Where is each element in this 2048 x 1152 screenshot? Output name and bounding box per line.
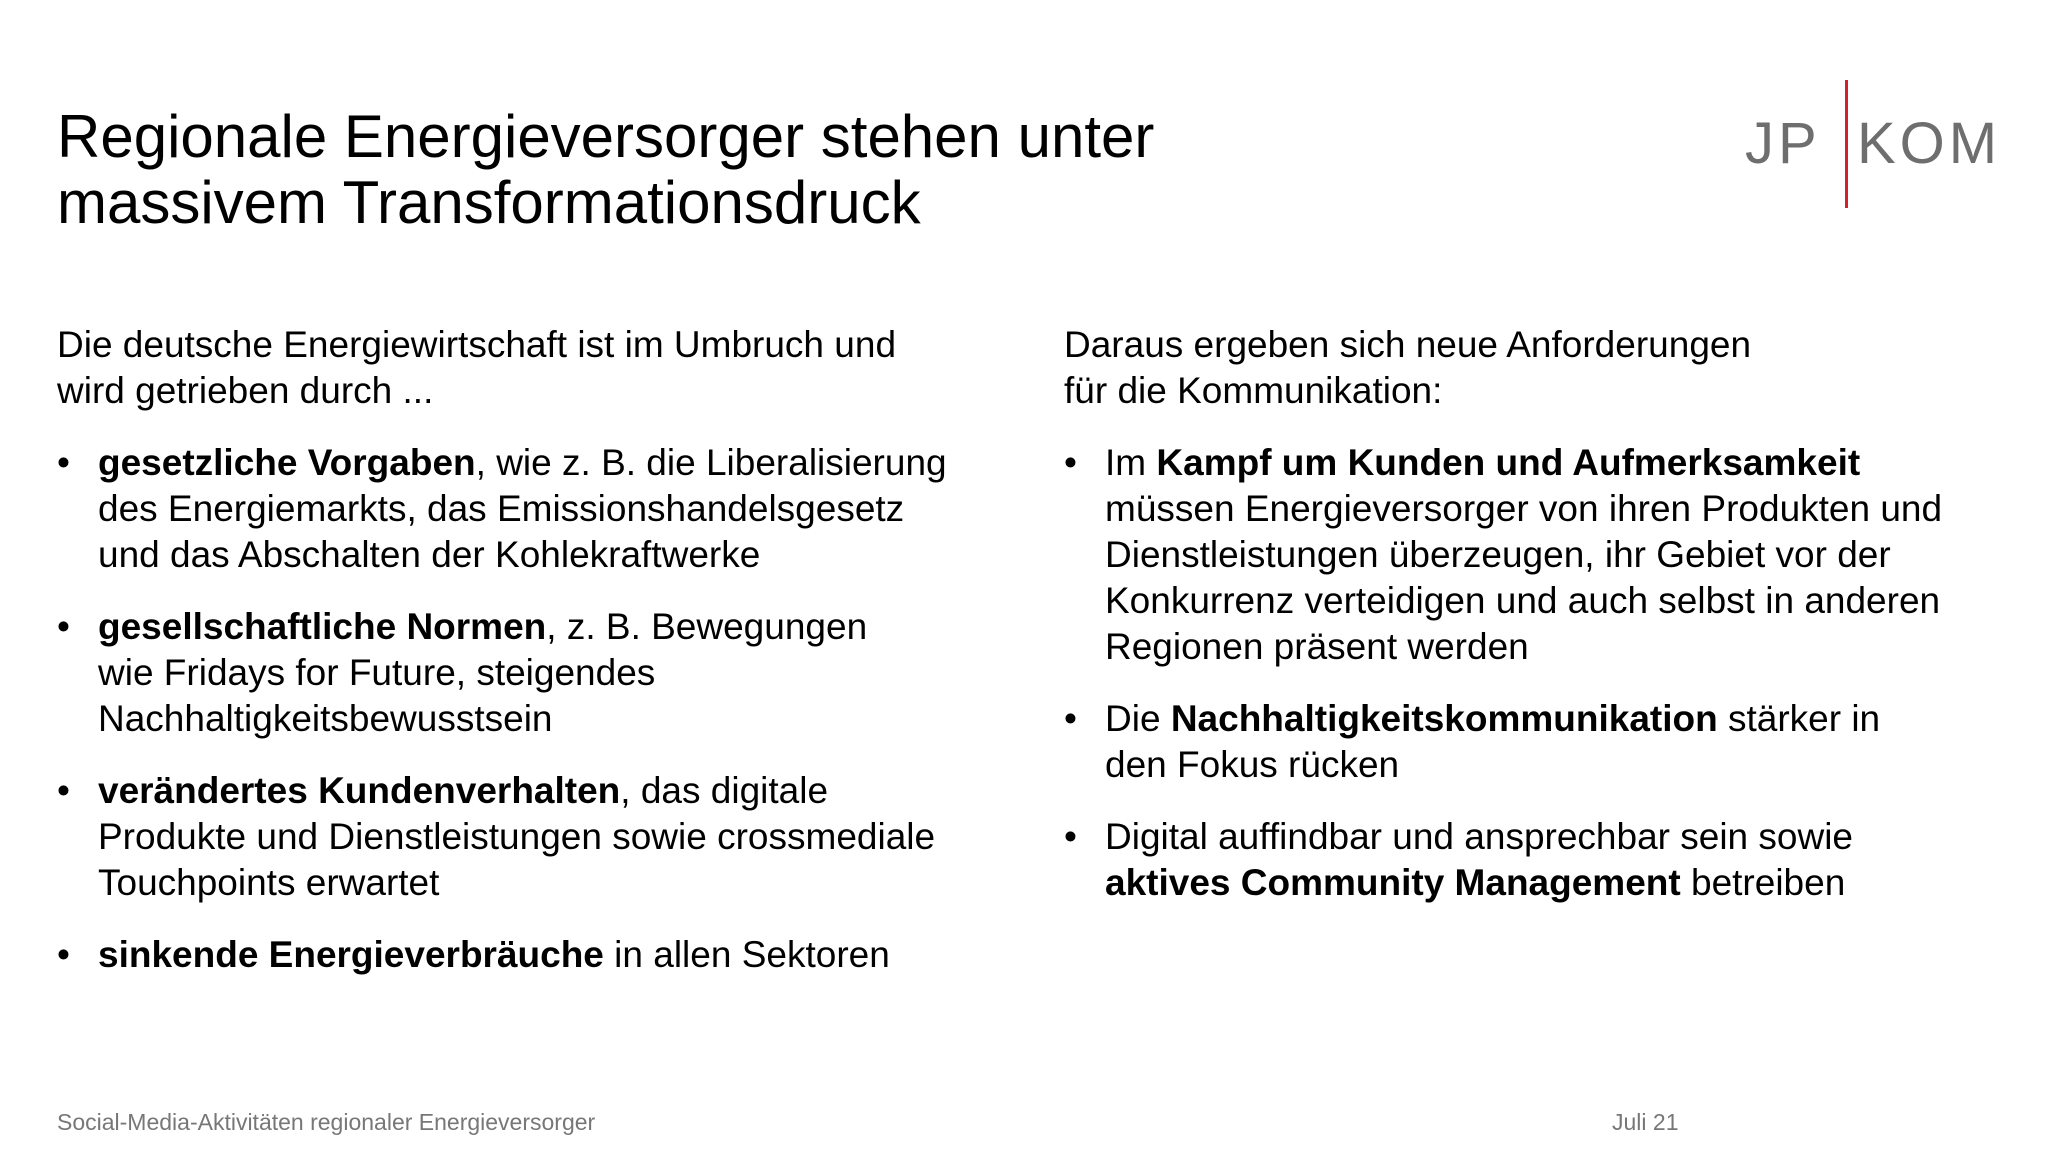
left-bullet-list	[57, 440, 1017, 978]
bullet-line: Nachhaltigkeitsbewusstsein	[98, 698, 553, 739]
bullet-line: Touchpoints erwartet	[98, 862, 440, 903]
logo-graphic	[1745, 80, 2015, 210]
jp-kom-logo	[1745, 80, 2015, 210]
bullet-marker: •	[57, 934, 70, 975]
right-column	[1064, 322, 2004, 932]
bullet-line: Konkurrenz verteidigen und auch selbst in anderen	[1105, 580, 1941, 621]
bullet-rest: , das digitale	[620, 770, 829, 811]
logo-right-text: KOM	[1857, 111, 2002, 176]
bullet-rest: , z. B. Bewegungen	[546, 606, 868, 647]
bullet-bold: gesellschaftliche Normen	[98, 606, 547, 647]
bullet-rest: stärker in	[1717, 698, 1881, 739]
right-bullet-1	[1064, 440, 2004, 670]
title-line-1: Regionale Energieversorger stehen unter	[57, 103, 1155, 170]
footer-presentation-title: Social-Media-Aktivitäten regionaler Energieversorger	[57, 1109, 596, 1135]
bullet-marker: •	[1064, 816, 1077, 857]
bullet-marker: •	[57, 442, 70, 483]
bullet-line: Regionen präsent werden	[1105, 626, 1529, 667]
left-intro-line-1: Die deutsche Energiewirtschaft ist im Umbruch und	[57, 324, 897, 365]
bullet-rest: in allen Sektoren	[603, 934, 890, 975]
bullet-pre: Im	[1105, 442, 1157, 483]
bullet-bold: aktives Community Management	[1105, 862, 1681, 903]
bullet-line: Dienstleistungen überzeugen, ihr Gebiet vor der	[1105, 534, 1891, 575]
left-bullet-1	[57, 440, 1017, 578]
bullet-marker: •	[1064, 442, 1077, 483]
bullet-line: des Energiemarkts, das Emissionshandelsgesetz	[98, 488, 905, 529]
bullet-bold: Nachhaltigkeitskommunikation	[1170, 698, 1718, 739]
slide-title	[57, 104, 1257, 236]
left-bullet-4	[57, 932, 1017, 978]
bullet-marker: •	[1064, 698, 1077, 739]
bullet-rest: betreiben	[1680, 862, 1846, 903]
left-intro	[57, 322, 1017, 414]
bullet-pre: Die	[1105, 698, 1171, 739]
right-intro-line-1: Daraus ergeben sich neue Anforderungen	[1064, 324, 1752, 365]
bullet-bold: gesetzliche Vorgaben	[98, 442, 476, 483]
bullet-line: wie Fridays for Future, steigendes	[98, 652, 656, 693]
right-bullet-3	[1064, 814, 2004, 906]
left-bullet-2	[57, 604, 1017, 742]
bullet-marker: •	[57, 770, 70, 811]
bullet-rest: , wie z. B. die Liberalisierung	[475, 442, 947, 483]
bullet-line: und das Abschalten der Kohlekraftwerke	[98, 534, 761, 575]
bullet-marker: •	[57, 606, 70, 647]
bullet-line: müssen Energieversorger von ihren Produkten und	[1105, 488, 1943, 529]
left-column	[57, 322, 1017, 1004]
bullet-pre: Digital auffindbar und ansprechbar sein sowie	[1105, 816, 1854, 857]
logo-divider	[1845, 80, 1848, 208]
right-bullet-2	[1064, 696, 2004, 788]
title-line-2: massivem Transformationsdruck	[57, 169, 921, 236]
bullet-bold: verändertes Kundenverhalten	[98, 770, 621, 811]
right-intro-line-2: für die Kommunikation:	[1064, 370, 1443, 411]
logo-left-text: JP	[1745, 111, 1821, 176]
bullet-bold: sinkende Energieverbräuche	[98, 934, 604, 975]
footer-date: Juli 21	[1612, 1109, 1679, 1135]
bullet-line: den Fokus rücken	[1105, 744, 1400, 785]
left-intro-line-2: wird getrieben durch ...	[57, 370, 434, 411]
left-bullet-3	[57, 768, 1017, 906]
bullet-bold: Kampf um Kunden und Aufmerksamkeit	[1156, 442, 1861, 483]
right-bullet-list	[1064, 440, 2004, 906]
bullet-line: Produkte und Dienstleistungen sowie crossmediale	[98, 816, 936, 857]
right-intro	[1064, 322, 2004, 414]
